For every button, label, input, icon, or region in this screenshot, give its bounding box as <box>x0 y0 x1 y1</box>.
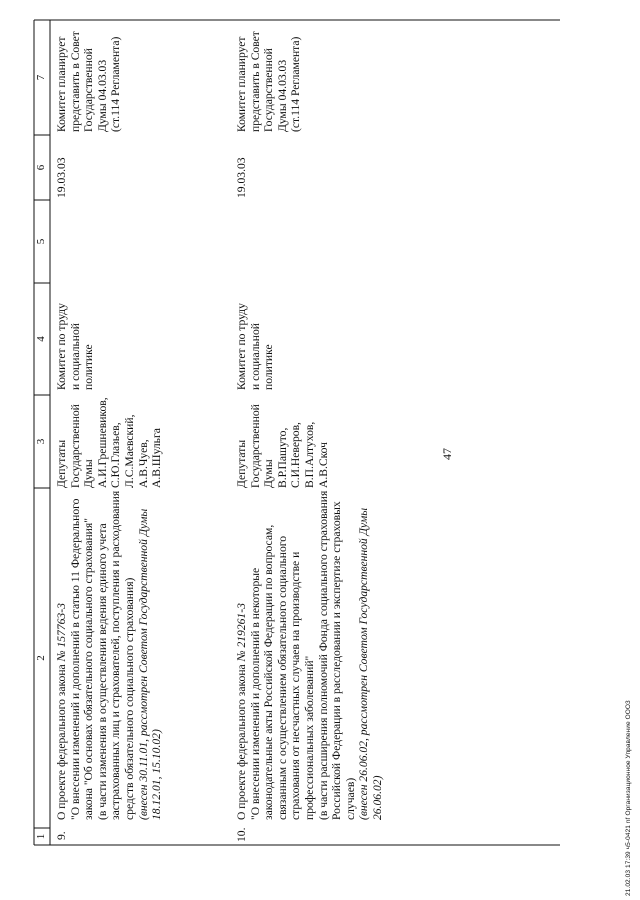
row-9-date: 19.03.03 <box>55 157 68 198</box>
row-10-number: 10. <box>235 827 248 842</box>
row-9-body: "О внесении изменений и дополнений в статью 11 Федерального закона "Об основах обязательного социального страхования" (в части изменения в осуществлении ведения единого учета застрахованных лиц и страхователей, поступления и расходования средств обязательного социального страхования) <box>68 490 136 820</box>
print-footer: 21.02.03 17:39 ч5-0421 nf Организационное Управление ООО3 <box>625 700 632 896</box>
page-number: 47 <box>440 448 454 460</box>
row-9-committee: Комитет по труду и социальной политике <box>55 303 96 390</box>
row-9-note: (внесен 30.11.01, рассмотрен Советом Государственной Думы 18.12.01, 15.10.02) <box>136 508 164 820</box>
header-col-2: 2 <box>35 655 47 661</box>
row-10-authors: Депутаты Государственной Думы В.Р.Пашуто, С.И.Неверов, В.П.Алтухов, А.В.Скоч <box>235 404 330 488</box>
header-col-4: 4 <box>35 336 47 342</box>
header-col-1: 1 <box>35 833 47 840</box>
header-col-6: 6 <box>35 164 47 171</box>
row-9-title: О проекте федерального закона <box>55 664 68 820</box>
row-10-committee: Комитет по труду и социальной политике <box>235 303 276 390</box>
header-col-7: 7 <box>35 74 47 81</box>
row-9-description <box>55 490 164 820</box>
row-10-bill-number: № 219261-3 <box>235 603 248 662</box>
row-9-action: Комитет планирует представить в Совет Государственной Думы 04.03.03 (ст.114 Регламента) <box>55 31 123 132</box>
header-col-5: 5 <box>35 238 47 245</box>
row-10-description <box>235 490 385 820</box>
row-9-bill-number: № 157763-3 <box>55 603 68 662</box>
row-9-authors: Депутаты Государственной Думы А.И.Грешневиков, С.Ю.Глазьев, Л.С.Маевский, А.В.Чуев, А.В.Шульга <box>55 397 164 488</box>
row-10-action: Комитет планирует представить в Совет Государственной Думы 04.03.03 (ст.114 Регламента) <box>235 31 303 132</box>
header-col-3: 3 <box>35 438 47 445</box>
row-10-title: О проекте федерального закона <box>235 664 248 820</box>
row-10-note: (внесен 26.06.02, рассмотрен Советом Государственной Думы 26.06.02) <box>357 507 384 820</box>
row-9-number: 9. <box>55 831 68 840</box>
row-10-body: "О внесении изменений и дополнений в некоторые законодательные акты Российской Федерации по вопросам, связанным с осуществлением обязательного социального страхования от несчастных случаев на производстве и профессиональных заболеваний" (в части расширения полномочий Фонда социального страхования Российской Федерации в расследовании и экспертизе страховых случаев) <box>248 490 357 820</box>
row-10-date: 19.03.03 <box>235 157 248 198</box>
